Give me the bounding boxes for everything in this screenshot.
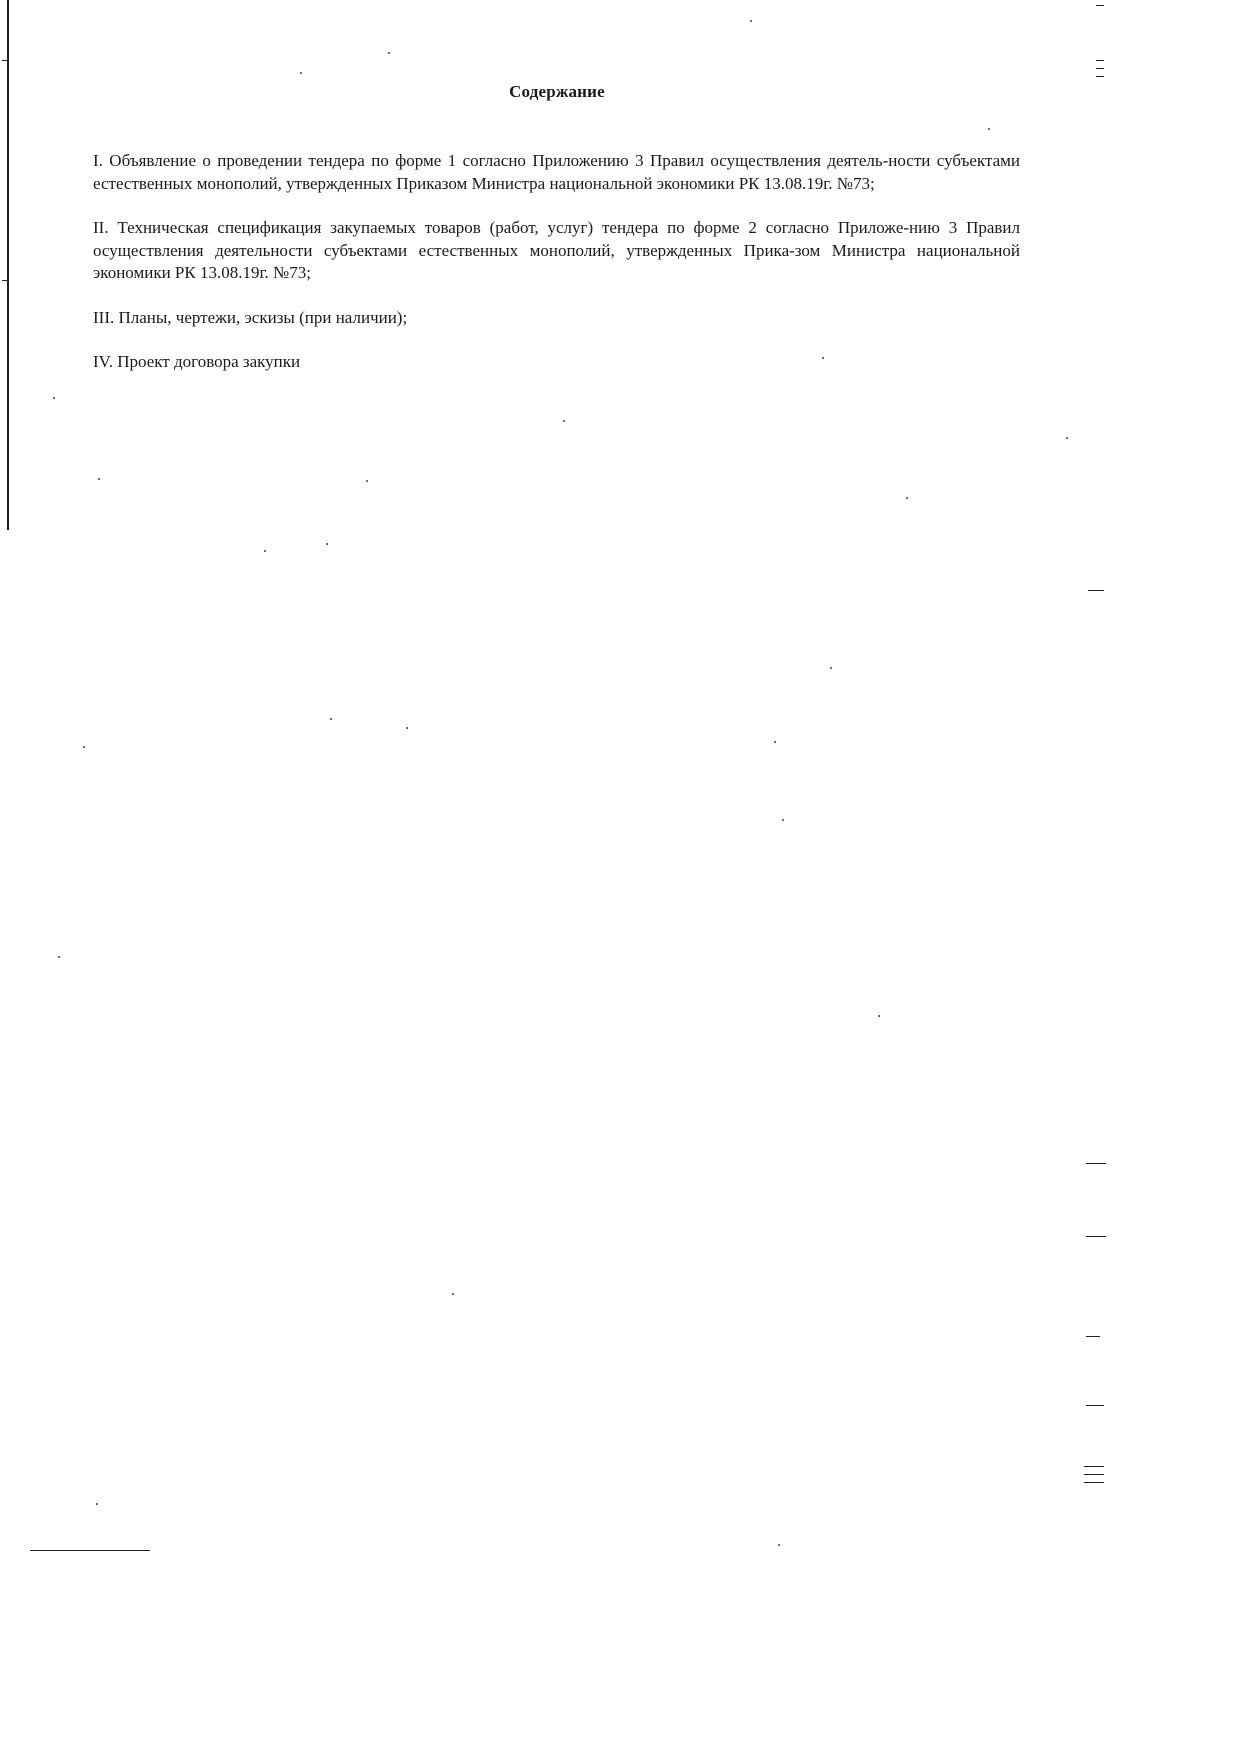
scan-speck	[83, 746, 85, 748]
toc-item-section-1: I. Объявление о проведении тендера по форме 1 согласно Приложению 3 Правил осуществления деятель-ности субъектами естественных монополий, утвержденных Приказом Министра национальной экономики РК 13.08.19г. №73;	[93, 151, 1020, 193]
scan-speck	[58, 956, 60, 958]
scan-edge-mark-bottom-left	[30, 1550, 150, 1551]
scan-speck	[988, 128, 990, 130]
toc-item-section-3: III. Планы, чертежи, эскизы (при наличии);	[93, 307, 408, 327]
scan-speck	[452, 1293, 454, 1295]
scan-edge-mark-right-11	[1084, 1474, 1104, 1475]
scan-speck	[906, 497, 908, 499]
scan-speck	[330, 718, 332, 720]
scan-speck	[878, 1015, 880, 1017]
scan-speck	[98, 478, 100, 480]
scan-edge-mark-right-5	[1088, 590, 1104, 591]
scan-speck	[1066, 437, 1068, 439]
scan-speck	[782, 819, 784, 821]
scan-edge-mark-right-1	[1096, 5, 1104, 6]
scan-speck	[388, 52, 390, 54]
scan-edge-mark-right-3	[1096, 68, 1104, 69]
scan-speck	[830, 667, 832, 669]
table-of-contents	[93, 150, 1020, 396]
scan-edge-mark-right-8	[1086, 1336, 1100, 1337]
scan-edge-mark-right-10	[1084, 1466, 1104, 1467]
scan-edge-mark-right-7	[1086, 1236, 1106, 1237]
scan-speck	[366, 480, 368, 482]
scan-edge-mark-right-6	[1086, 1163, 1106, 1164]
scan-speck	[774, 741, 776, 743]
toc-item-section-2: II. Техническая спецификация закупаемых товаров (работ, услуг) тендера по форме 2 согласно Приложе-нию 3 Правил осуществления деятельности субъектами естественных монополий, утвержденных Прика-зом Министра национальной экономики РК 13.08.19г. №73;	[93, 218, 1020, 282]
scan-edge-line-left	[7, 0, 9, 530]
scan-speck	[264, 550, 266, 552]
scan-speck	[53, 397, 55, 399]
scan-edge-mark-right-2	[1096, 60, 1104, 61]
scan-speck	[563, 420, 565, 422]
scan-edge-mark-right-12	[1084, 1482, 1104, 1483]
scan-speck	[300, 72, 302, 74]
toc-item-section-4: IV. Проект договора закупки	[93, 352, 301, 371]
document-title: Содержание	[509, 82, 605, 101]
scan-edge-mark-right-4	[1096, 76, 1104, 77]
scan-speck	[406, 727, 408, 729]
scan-speck	[778, 1544, 780, 1546]
scan-speck	[750, 20, 752, 22]
scan-edge-mark-left-mid	[2, 280, 8, 281]
scan-speck	[326, 543, 328, 545]
scan-edge-mark-left-top	[2, 60, 8, 61]
scan-edge-mark-right-9	[1086, 1405, 1104, 1406]
scan-speck	[96, 1503, 98, 1505]
